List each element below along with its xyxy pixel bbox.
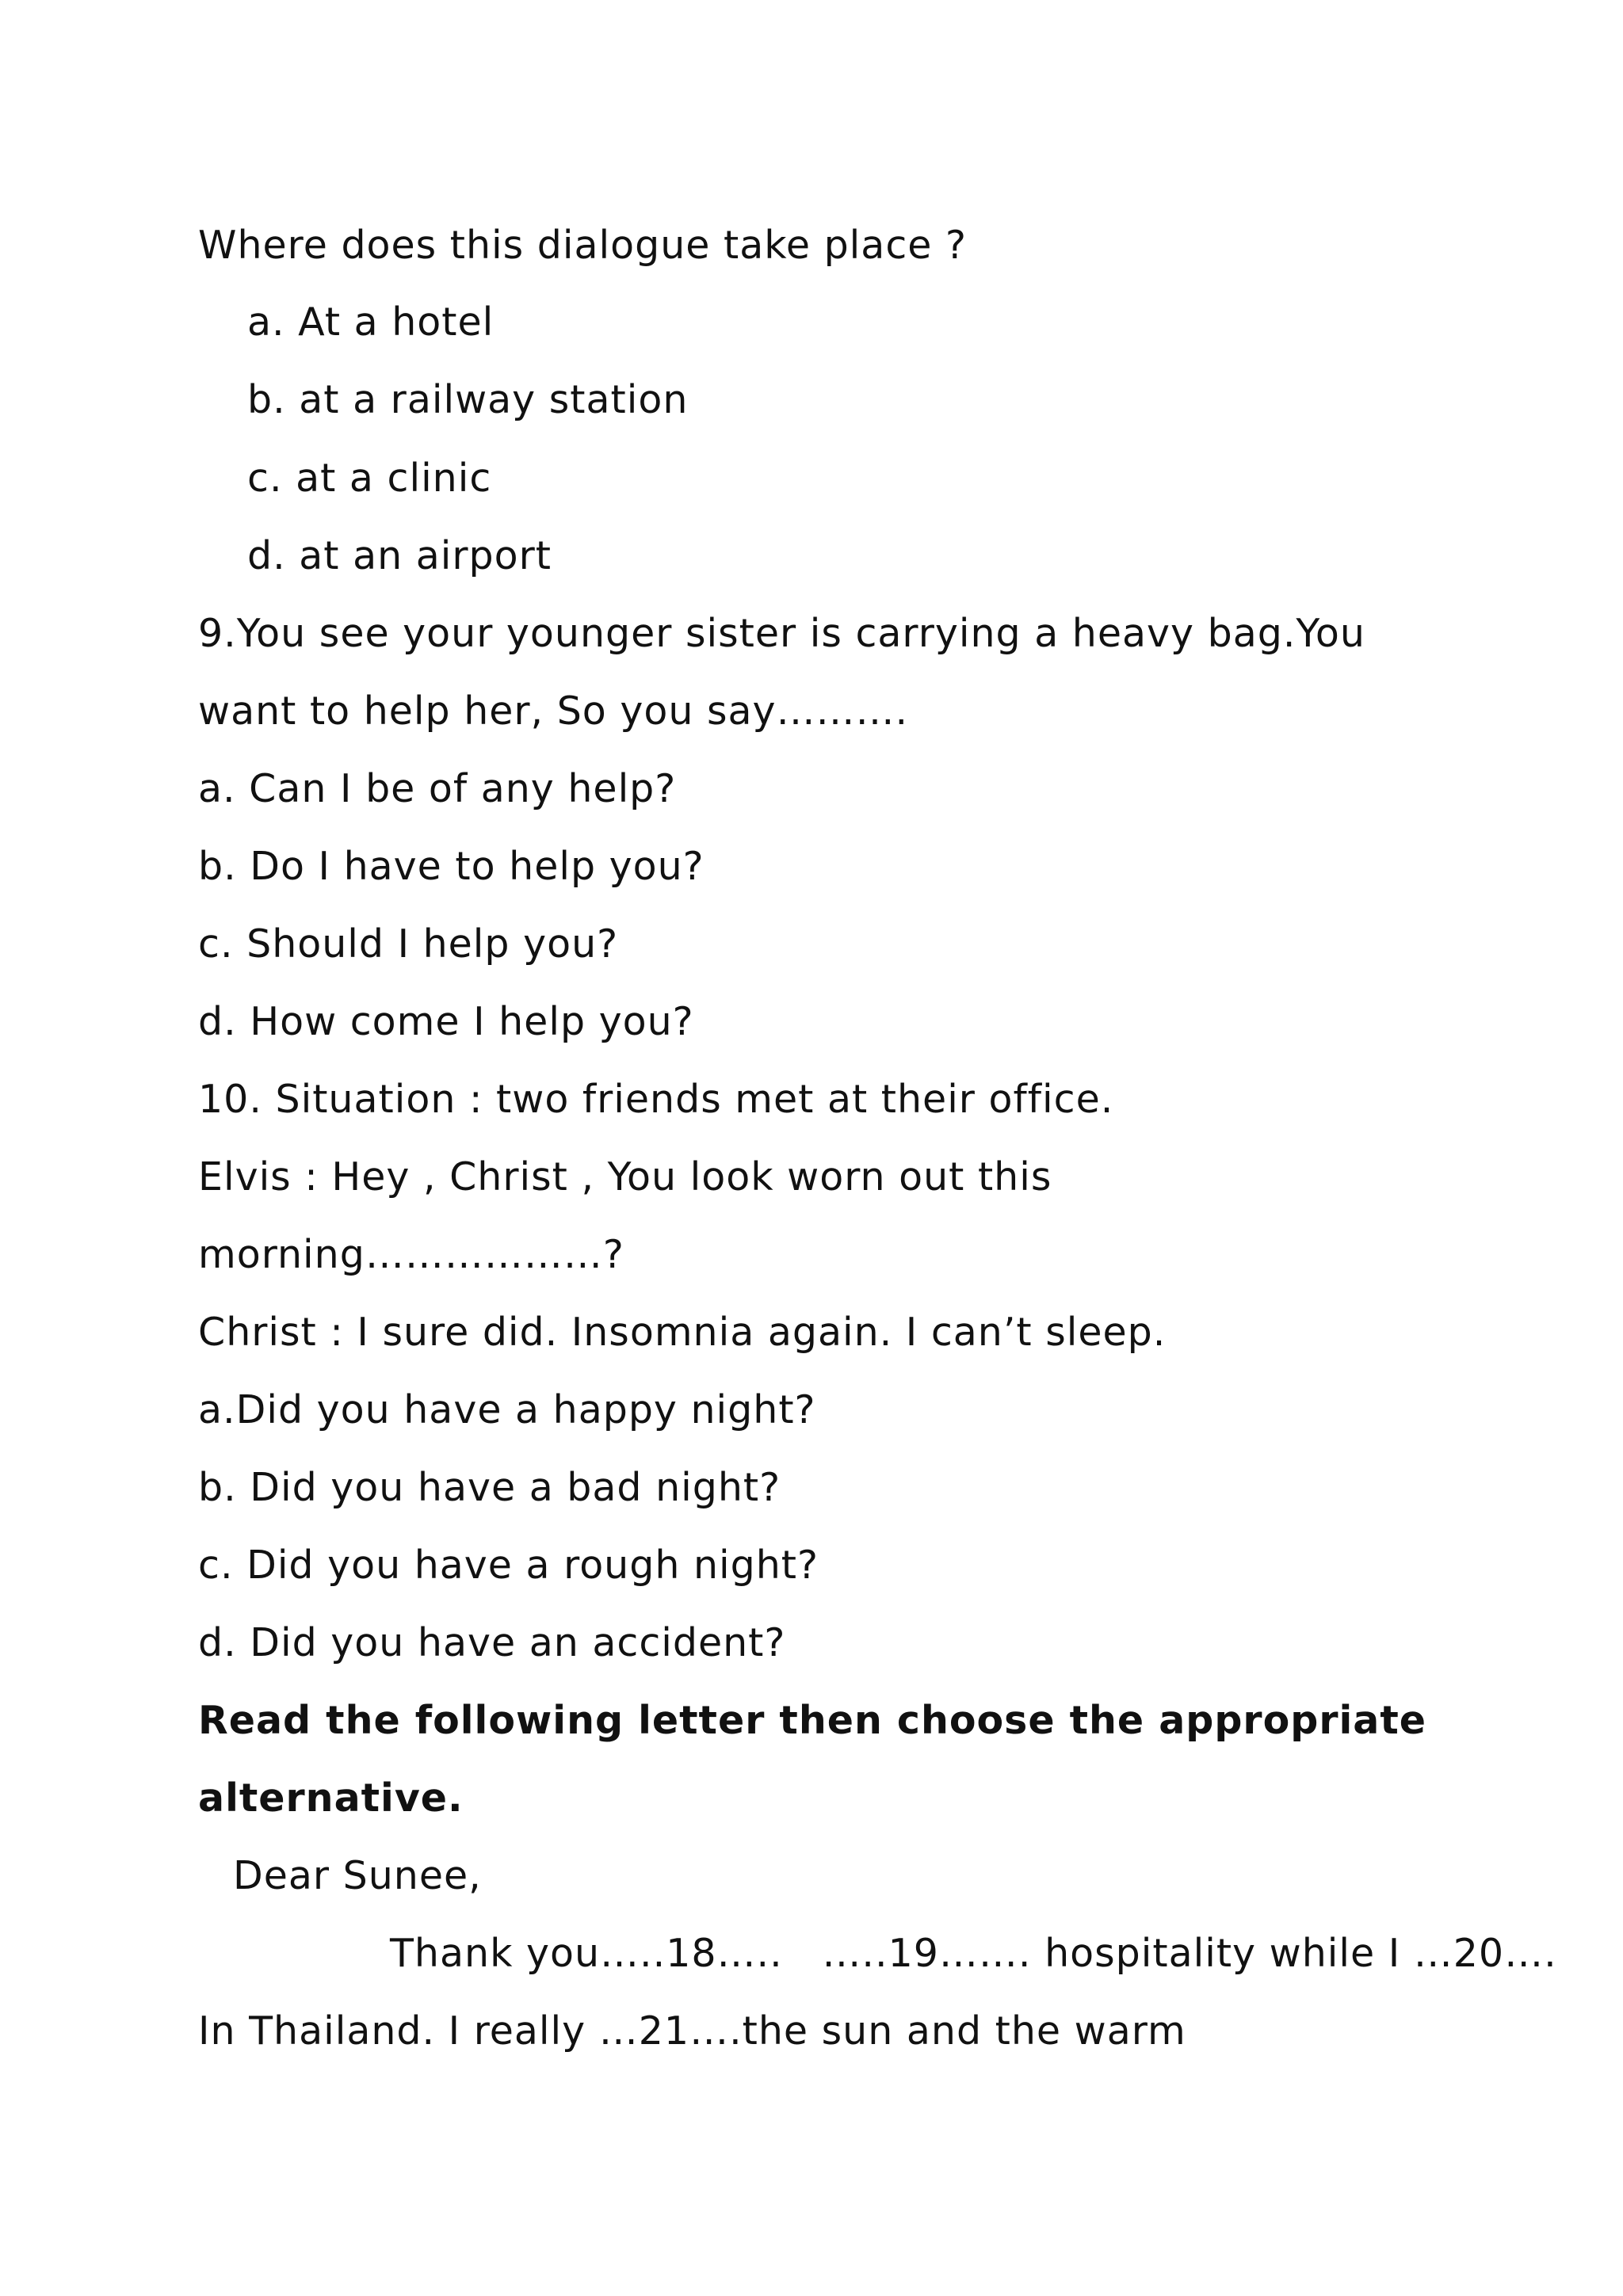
question-8-text: Where does this dialogue take place ? [198,223,967,268]
q9-option-b: b. Do I have to help you? [198,844,705,889]
q8-option-a: a. At a hotel [247,299,495,345]
letter-body-line-1: Thank you…..18….. …..19……. hospitality while I …20…. [390,1931,1557,1976]
dialogue-christ-line: Christ : I sure did. Insomnia again. I can’t sleep. [198,1310,1167,1355]
q10-option-c: c. Did you have a rough night? [198,1543,819,1588]
q9-option-c: c. Should I help you? [198,921,619,967]
letter-instruction-line-1: Read the following letter then choose the appropriate [198,1698,1427,1743]
dialogue-elvis-line-2: morning………………? [198,1232,624,1277]
question-9-line-2: want to help her, So you say………. [198,688,909,734]
q8-option-b: b. at a railway station [247,377,689,422]
q10-option-d: d. Did you have an accident? [198,1620,786,1665]
letter-instruction-line-2: alternative. [198,1775,464,1821]
q8-option-c: c. at a clinic [247,456,492,501]
letter-body-line-2: In Thailand. I really …21….the sun and the warm [198,2008,1186,2054]
question-10-situation: 10. Situation : two friends met at their office. [198,1077,1114,1122]
q9-option-a: a. Can I be of any help? [198,766,677,811]
q9-option-d: d. How come I help you? [198,999,694,1044]
q10-option-b: b. Did you have a bad night? [198,1465,781,1510]
letter-salutation: Dear Sunee, [233,1853,482,1898]
q10-option-a: a.Did you have a happy night? [198,1387,816,1432]
question-9-line-1: 9.You see your younger sister is carrying a heavy bag.You [198,611,1365,656]
dialogue-elvis-line-1: Elvis : Hey , Christ , You look worn out this [198,1154,1052,1199]
q8-option-d: d. at an airport [247,533,552,578]
